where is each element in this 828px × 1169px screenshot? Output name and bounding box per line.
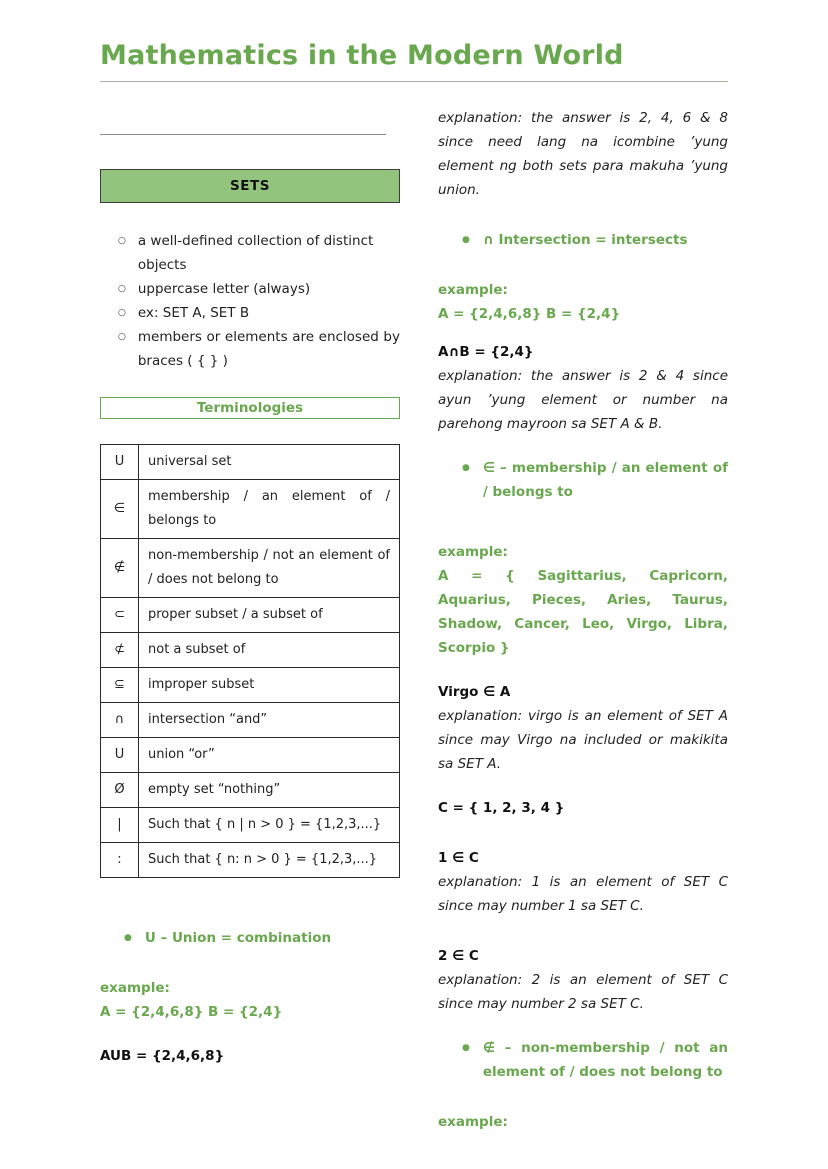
sets-header-box: SETS	[100, 169, 400, 203]
terminologies-table	[100, 444, 400, 878]
list-item	[100, 301, 400, 325]
meaning-cell: union “or”	[139, 738, 400, 773]
symbol-cell: U	[101, 445, 139, 480]
table-row	[101, 598, 400, 633]
union-example-sets: A = {2,4,6,8} B = {2,4}	[100, 1004, 283, 1020]
symbol-cell: ∉	[101, 539, 139, 598]
meaning-cell: non-membership / not an element of / does not belong to	[139, 539, 400, 598]
set-c: C = { 1, 2, 3, 4 }	[438, 800, 565, 816]
meaning-cell: universal set	[139, 445, 400, 480]
table-row	[101, 668, 400, 703]
circle-bullet-icon: ○	[118, 308, 126, 318]
one-result: 1 ∈ C	[438, 850, 479, 866]
page-title: Mathematics in the Modern World	[100, 40, 728, 82]
table-row	[101, 808, 400, 843]
two-column-layout	[100, 106, 728, 1134]
symbol-cell: ∩	[101, 703, 139, 738]
list-item	[100, 325, 400, 373]
union-heading-text: U – Union = combination	[144, 930, 332, 946]
list-item	[100, 229, 400, 277]
non-membership-heading-text: ∉ – non-membership / not an element of / does not belong to	[482, 1040, 728, 1080]
meaning-cell: proper subset / a subset of	[139, 598, 400, 633]
terminologies-header-box: Terminologies	[100, 397, 400, 419]
symbol-cell: ⊄	[101, 633, 139, 668]
bullet-icon: ●	[462, 463, 470, 473]
symbol-cell: Ø	[101, 773, 139, 808]
left-column	[100, 106, 400, 1134]
non-membership-heading	[438, 1036, 728, 1084]
virgo-explanation: explanation: virgo is an element of SET A since may Virgo na included or makikita sa SET A.	[438, 708, 728, 772]
list-item-text: a well-defined collection of distinct objects	[137, 233, 374, 273]
intersection-result: A∩B = {2,4}	[438, 344, 534, 360]
meaning-cell: improper subset	[139, 668, 400, 703]
table-row	[101, 445, 400, 480]
meaning-cell: membership / an element of / belongs to	[139, 480, 400, 539]
circle-bullet-icon: ○	[118, 236, 126, 246]
example-label: example:	[100, 980, 170, 996]
table-row	[101, 703, 400, 738]
bullet-icon: ●	[462, 1043, 470, 1053]
symbol-cell: |	[101, 808, 139, 843]
meaning-cell: Such that { n: n > 0 } = {1,2,3,...}	[139, 843, 400, 878]
one-explanation: explanation: 1 is an element of SET C since may number 1 sa SET C.	[438, 874, 728, 914]
meaning-cell: intersection “and”	[139, 703, 400, 738]
intersection-heading-text: ∩ Intersection = intersects	[482, 232, 688, 248]
blank-underline	[100, 134, 386, 135]
table-row	[101, 843, 400, 878]
list-item-text: uppercase letter (always)	[137, 281, 311, 297]
intersection-explanation: explanation: the answer is 2 & 4 since ayun ’yung element or number na parehong mayroon sa SET A & B.	[438, 368, 728, 432]
two-explanation: explanation: 2 is an element of SET C since may number 2 sa SET C.	[438, 972, 728, 1012]
circle-bullet-icon: ○	[118, 284, 126, 294]
symbol-cell: ⊂	[101, 598, 139, 633]
right-column	[438, 106, 728, 1134]
meaning-cell: Such that { n | n > 0 } = {1,2,3,...}	[139, 808, 400, 843]
list-item	[100, 277, 400, 301]
table-row	[101, 773, 400, 808]
circle-bullet-icon: ○	[118, 332, 126, 342]
membership-heading	[438, 456, 728, 504]
table-row	[101, 633, 400, 668]
bullet-icon: ●	[124, 933, 132, 943]
example-label: example:	[438, 282, 508, 298]
table-row	[101, 480, 400, 539]
intersection-heading	[438, 228, 728, 252]
meaning-cell: empty set “nothing”	[139, 773, 400, 808]
example-label: example:	[438, 1114, 508, 1130]
list-item-text: ex: SET A, SET B	[137, 305, 250, 321]
virgo-result: Virgo ∈ A	[438, 684, 511, 700]
bullet-icon: ●	[462, 235, 470, 245]
union-explanation: explanation: the answer is 2, 4, 6 & 8 since need lang na icombine ’yung element ng both sets para makuha ’yung union.	[438, 110, 728, 198]
membership-set-a: A = { Sagittarius, Capricorn, Aquarius, Pieces, Aries, Taurus, Shadow, Cancer, Leo, Virgo, Libra, Scorpio }	[438, 568, 728, 656]
meaning-cell: not a subset of	[139, 633, 400, 668]
two-result: 2 ∈ C	[438, 948, 479, 964]
membership-heading-text: ∈ – membership / an element of / belongs to	[482, 460, 728, 500]
example-label: example:	[438, 544, 508, 560]
union-result: AUB = {2,4,6,8}	[100, 1048, 225, 1064]
symbol-cell: U	[101, 738, 139, 773]
sets-bullet-list	[100, 229, 400, 373]
table-row	[101, 539, 400, 598]
union-heading	[100, 926, 400, 950]
intersection-example-sets: A = {2,4,6,8} B = {2,4}	[438, 306, 621, 322]
symbol-cell: ∈	[101, 480, 139, 539]
table-row	[101, 738, 400, 773]
symbol-cell: :	[101, 843, 139, 878]
list-item-text: members or elements are enclosed by braces ( { } )	[137, 329, 400, 369]
symbol-cell: ⊆	[101, 668, 139, 703]
